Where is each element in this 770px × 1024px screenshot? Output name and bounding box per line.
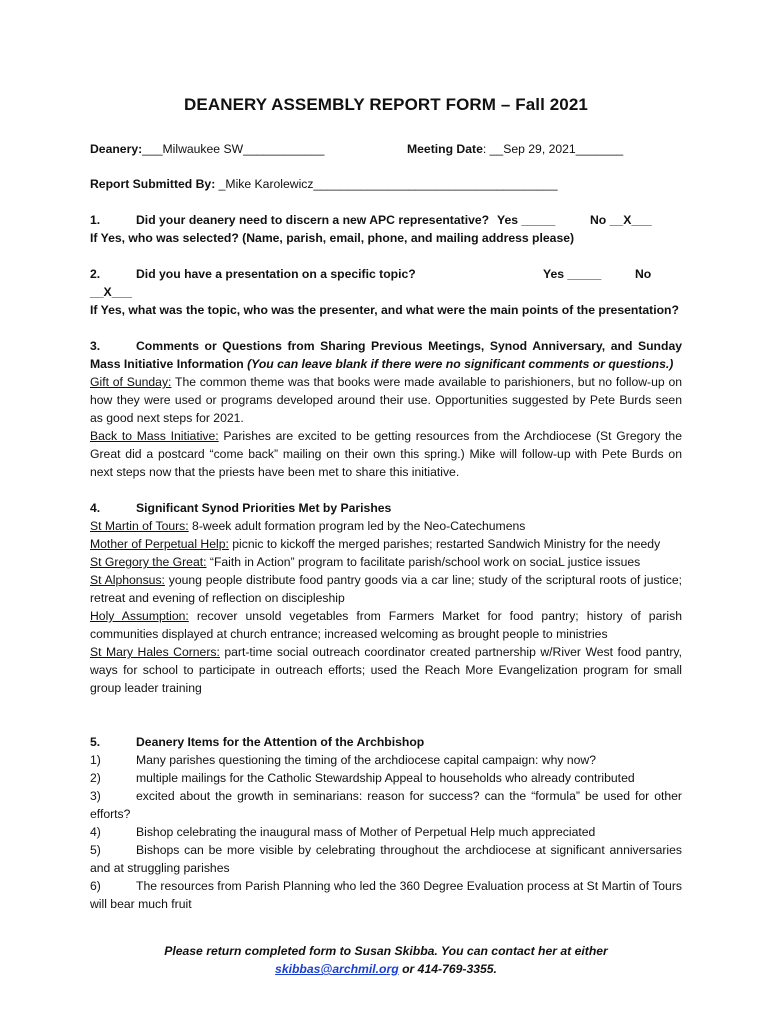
question-2-no: No xyxy=(635,267,652,281)
submitted-by-value: _Mike Karolewicz____________________________________ xyxy=(218,177,558,191)
question-3-note: (You can leave blank if there were no significant comments or questions.) xyxy=(247,357,674,371)
question-4-heading xyxy=(90,499,682,517)
item-number: 4) xyxy=(90,825,101,839)
deanery-label: Deanery: xyxy=(90,142,143,156)
item-text: multiple mailings for the Catholic Stewardship Appeal to households who already contributed xyxy=(136,771,635,785)
item-number: 6) xyxy=(90,879,101,893)
question-1-text: Did your deanery need to discern a new APC representative? xyxy=(136,213,490,227)
submitted-by-label: Report Submitted By: xyxy=(90,177,216,191)
comment-gift-of-sunday xyxy=(90,373,682,427)
deanery-value: ___Milwaukee SW____________ xyxy=(142,142,325,156)
item-number: 1) xyxy=(90,753,101,767)
parish-item xyxy=(90,535,682,553)
item-number: 2) xyxy=(90,771,101,785)
footer-line-2 xyxy=(90,960,682,978)
email-link[interactable]: skibbas@archmil.org xyxy=(275,962,399,976)
parish-text: part-time social outreach coordinator created partnership w/River West food pantry, ways for school to participate in outreach efforts; used the Reach More Evangelization program for small group leader training xyxy=(90,645,682,695)
footer-phone: or 414-769-3355. xyxy=(398,962,497,976)
archbishop-item xyxy=(90,769,682,787)
question-1-yes: Yes _____ xyxy=(497,213,556,227)
form-title: DEANERY ASSEMBLY REPORT FORM – Fall 2021 xyxy=(184,95,588,114)
question-5-section xyxy=(90,733,682,913)
parish-item xyxy=(90,643,682,697)
archbishop-item xyxy=(90,787,682,823)
comment-back-to-mass xyxy=(90,427,682,481)
item-text: Many parishes questioning the timing of the archdiocese capital campaign: why now? xyxy=(136,753,597,767)
question-5-number: 5. xyxy=(90,735,101,749)
parish-name: Holy Assumption: xyxy=(90,609,189,623)
item-text: Bishops can be more visible by celebrating throughout the archdiocese at significant anniversaries and at struggling parishes xyxy=(90,843,682,875)
item-text: Bishop celebrating the inaugural mass of Mother of Perpetual Help much appreciated xyxy=(136,825,596,839)
parish-name: Mother of Perpetual Help: xyxy=(90,537,229,551)
parish-name: St Gregory the Great: xyxy=(90,555,207,569)
question-4-heading-text: Significant Synod Priorities Met by Parishes xyxy=(136,501,392,515)
question-4-number: 4. xyxy=(90,501,101,515)
question-1-followup: If Yes, who was selected? (Name, parish, email, phone, and mailing address please) xyxy=(90,231,575,245)
footer-note xyxy=(90,942,682,978)
question-2-yes: Yes _____ xyxy=(543,267,602,281)
parish-name: St Martin of Tours: xyxy=(90,519,189,533)
question-4-section xyxy=(90,499,682,697)
archbishop-item xyxy=(90,841,682,877)
meeting-date-value: : __Sep 29, 2021_______ xyxy=(482,142,624,156)
item-text: excited about the growth in seminarians: reason for success? can the “formula” be used for other efforts? xyxy=(90,789,682,821)
parish-item xyxy=(90,517,682,535)
parish-item xyxy=(90,553,682,571)
question-1-no: No __X___ xyxy=(590,213,652,227)
parish-item xyxy=(90,571,682,607)
question-3-heading xyxy=(90,337,682,373)
item-text: The resources from Parish Planning who led the 360 Degree Evaluation process at St Martin of Tours will bear much fruit xyxy=(90,879,682,911)
archbishop-item xyxy=(90,751,682,769)
parish-name: St Mary Hales Corners: xyxy=(90,645,220,659)
question-1-number: 1. xyxy=(90,213,101,227)
question-2-followup: If Yes, what was the topic, who was the presenter, and what were the main points of the presentation? xyxy=(90,303,679,317)
meeting-date-label: Meeting Date xyxy=(407,142,483,156)
question-3-number: 3. xyxy=(90,339,101,353)
question-3-section xyxy=(90,337,682,481)
question-5-heading-text: Deanery Items for the Attention of the Archbishop xyxy=(136,735,425,749)
question-1 xyxy=(90,211,489,229)
parish-name: St Alphonsus: xyxy=(90,573,165,587)
footer-line-1: Please return completed form to Susan Skibba. You can contact her at either xyxy=(164,944,608,958)
submitted-by-field xyxy=(90,175,558,193)
parish-text: “Faith in Action” program to facilitate parish/school work on sociaL justice issues xyxy=(206,555,641,569)
question-5-heading xyxy=(90,733,682,751)
question-2-no-mark: __X___ xyxy=(90,285,133,299)
archbishop-item xyxy=(90,823,682,841)
parish-text: 8-week adult formation program led by the Neo-Catechumens xyxy=(188,519,526,533)
deanery-field xyxy=(90,140,324,158)
item-number: 3) xyxy=(90,789,101,803)
question-2-number: 2. xyxy=(90,267,101,281)
archbishop-item xyxy=(90,877,682,913)
parish-text: young people distribute food pantry goods via a car line; study of the scriptural roots of justice; retreat and evening of reflection on discipleship xyxy=(90,573,682,605)
comment-label: Back to Mass Initiative: xyxy=(90,429,219,443)
parish-item xyxy=(90,607,682,643)
comment-text: Parishes are excited to be getting resources from the Archdiocese (St Gregory the Great did a postcard “come back” mailing on their own this spring.) Mike will follow-up with Pete Burds on next steps now that the priests have been met to share this initiative. xyxy=(90,429,682,479)
comment-label: Gift of Sunday: xyxy=(90,375,172,389)
meeting-date-field xyxy=(407,140,623,158)
question-3-heading-text: Comments or Questions from Sharing Previous Meetings, Synod Anniversary, and Sunday Mass Initiative Information xyxy=(90,339,682,371)
comment-text: The common theme was that books were made available to parishioners, but no follow-up on how they were used or programs developed around their use. Opportunities suggested by Pete Burds seen as good next steps for 2021. xyxy=(90,375,682,425)
question-2 xyxy=(90,265,416,283)
item-number: 5) xyxy=(90,843,101,857)
question-2-text: Did you have a presentation on a specific topic? xyxy=(136,267,416,281)
parish-text: recover unsold vegetables from Farmers Market for food pantry; history of parish communities displayed at church entrance; increased welcoming as brought people to ministries xyxy=(90,609,683,641)
parish-text: picnic to kickoff the merged parishes; restarted Sandwich Ministry for the needy xyxy=(228,537,661,551)
